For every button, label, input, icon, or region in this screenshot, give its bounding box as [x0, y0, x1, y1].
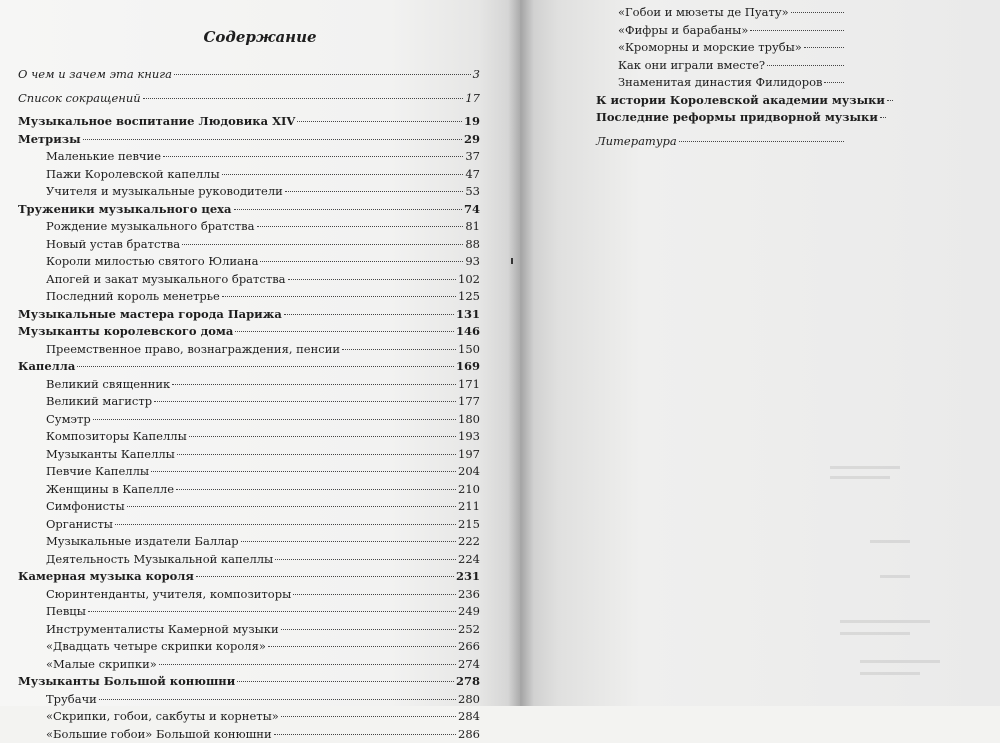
toc-entry-page: 125 — [458, 288, 480, 306]
toc-entry — [18, 481, 480, 499]
toc-entry — [596, 133, 846, 151]
toc-entry-page: 266 — [458, 638, 480, 656]
toc-entry — [18, 201, 480, 219]
show-through-mark — [870, 540, 910, 543]
toc-entry-title: Инструменталисты Камерной музыки — [46, 621, 279, 639]
toc-dot-leader — [222, 173, 464, 175]
toc-entry — [18, 113, 480, 131]
toc-dot-leader — [288, 278, 457, 280]
toc-entry — [18, 708, 480, 726]
toc-entry — [18, 253, 480, 271]
toc-entry — [18, 463, 480, 481]
toc-entry-page: 29 — [464, 131, 480, 149]
toc-entry-title: Капелла — [18, 358, 75, 376]
toc-entry-title: «Кроморны и морские трубы» — [618, 39, 802, 57]
toc-entry-title: Последние реформы придворной музыки — [596, 109, 878, 127]
toc-entry-page: 146 — [456, 323, 480, 341]
toc-entry-title: Деятельность Музыкальной капеллы — [46, 551, 273, 569]
toc-entry-page: 284 — [458, 708, 480, 726]
toc-dot-leader — [750, 29, 844, 31]
toc-entry — [596, 39, 846, 57]
toc-entry-title: Певчие Капеллы — [46, 463, 149, 481]
toc-entry-page: 280 — [458, 691, 480, 709]
toc-entry — [18, 726, 480, 743]
book-gutter — [508, 0, 534, 706]
toc-dot-leader — [234, 208, 462, 210]
toc-entry — [596, 109, 846, 127]
toc-dot-leader — [83, 138, 462, 140]
toc-entry-page: 211 — [458, 498, 480, 516]
toc-dot-leader — [241, 540, 456, 542]
toc-entry-page: 169 — [456, 358, 480, 376]
toc-dot-leader — [285, 190, 464, 192]
toc-entry-title: Музыканты королевского дома — [18, 323, 233, 341]
toc-entry-title: Учителя и музыкальные руководители — [46, 183, 283, 201]
toc-entry-page: 81 — [465, 218, 480, 236]
toc-entry — [18, 271, 480, 289]
toc-dot-leader — [77, 365, 454, 367]
toc-dot-leader — [115, 523, 456, 525]
toc-entry-title: О чем и зачем эта книга — [18, 66, 172, 84]
toc-entry-title: «Скрипки, гобои, сакбуты и корнеты» — [46, 708, 279, 726]
toc-dot-leader — [237, 680, 454, 682]
show-through-mark — [880, 575, 910, 578]
toc-entry-title: Метризы — [18, 131, 81, 149]
toc-dot-leader — [679, 140, 844, 142]
toc-entry-title: «Фифры и барабаны» — [618, 22, 748, 40]
toc-dot-leader — [235, 330, 454, 332]
toc-entry-title: К истории Королевской академии музыки — [596, 92, 885, 110]
toc-entry — [18, 533, 480, 551]
toc-entry — [18, 306, 480, 324]
toc-entry-title: Знаменитая династия Филидоров — [618, 74, 822, 92]
toc-entry — [18, 656, 480, 674]
toc-dot-leader — [159, 663, 456, 665]
toc-entry-title: «Малые скрипки» — [46, 656, 157, 674]
toc-entry-page: 231 — [456, 568, 480, 586]
toc-dot-leader — [767, 64, 844, 66]
toc-entry-title: Преемственное право, вознаграждения, пенсии — [46, 341, 340, 359]
toc-entry-title: Музыкальное воспитание Людовика XIV — [18, 113, 295, 131]
toc-dot-leader — [281, 628, 456, 630]
toc-entry — [18, 411, 480, 429]
toc-entry-title: Композиторы Капеллы — [46, 428, 187, 446]
toc-dot-leader — [281, 715, 456, 717]
toc-entry-page: 102 — [458, 271, 480, 289]
toc-dot-leader — [143, 97, 464, 99]
toc-entry-title: Список сокращений — [18, 90, 141, 108]
toc-entry-title: Литература — [596, 133, 677, 151]
toc-entry — [18, 638, 480, 656]
toc-right-list — [596, 4, 846, 150]
toc-dot-leader — [791, 11, 844, 13]
toc-entry-page: 222 — [458, 533, 480, 551]
show-through-mark — [840, 632, 910, 635]
toc-entry-page: 204 — [458, 463, 480, 481]
toc-dot-leader — [887, 99, 893, 101]
toc-entry-title: Органисты — [46, 516, 113, 534]
toc-dot-leader — [196, 575, 454, 577]
toc-entry-title: Музыканты Капеллы — [46, 446, 175, 464]
toc-dot-leader — [176, 488, 456, 490]
toc-entry — [18, 166, 480, 184]
toc-entry — [18, 516, 480, 534]
toc-entry-title: Великий священник — [46, 376, 170, 394]
toc-entry-page: 249 — [458, 603, 480, 621]
toc-entry — [596, 74, 846, 92]
show-through-mark — [860, 672, 920, 675]
toc-entry-page: 274 — [458, 656, 480, 674]
toc-dot-leader — [99, 698, 456, 700]
toc-entry-title: Музыканты Большой конюшни — [18, 673, 235, 691]
toc-dot-leader — [177, 453, 456, 455]
toc-entry — [18, 621, 480, 639]
toc-entry-page: 171 — [458, 376, 480, 394]
toc-entry-page: 93 — [465, 253, 480, 271]
toc-dot-leader — [268, 645, 456, 647]
toc-entry-title: Певцы — [46, 603, 86, 621]
toc-entry-page: 197 — [458, 446, 480, 464]
toc-entry-title: Камерная музыка короля — [18, 568, 194, 586]
toc-entry-page: 252 — [458, 621, 480, 639]
toc-entry — [18, 218, 480, 236]
toc-left-list — [18, 66, 480, 743]
toc-dot-leader — [260, 260, 463, 262]
toc-dot-leader — [172, 383, 456, 385]
toc-dot-leader — [257, 225, 464, 227]
toc-entry-page: 74 — [464, 201, 480, 219]
toc-entry — [18, 131, 480, 149]
toc-dot-leader — [880, 116, 886, 118]
toc-entry-title: Музыкальные издатели Баллар — [46, 533, 239, 551]
toc-entry-title: «Двадцать четыре скрипки короля» — [46, 638, 266, 656]
toc-dot-leader — [284, 313, 454, 315]
toc-entry — [596, 22, 846, 40]
toc-entry-title: Пажи Королевской капеллы — [46, 166, 220, 184]
toc-entry — [18, 66, 480, 84]
toc-entry — [596, 57, 846, 75]
toc-entry-page: 150 — [458, 341, 480, 359]
toc-entry-page: 17 — [465, 90, 480, 108]
toc-entry-page: 47 — [465, 166, 480, 184]
toc-entry-title: Женщины в Капелле — [46, 481, 174, 499]
toc-entry-page: 224 — [458, 551, 480, 569]
toc-entry-page: 53 — [465, 183, 480, 201]
toc-entry-page: 3 — [473, 66, 480, 84]
page-title: Содержание — [200, 28, 320, 46]
toc-entry — [18, 148, 480, 166]
toc-dot-leader — [274, 733, 456, 735]
toc-entry-page: 278 — [456, 673, 480, 691]
toc-entry — [18, 568, 480, 586]
toc-entry-title: Сюринтенданты, учителя, композиторы — [46, 586, 291, 604]
toc-entry-page: 37 — [465, 148, 480, 166]
toc-entry-page: 210 — [458, 481, 480, 499]
toc-entry-title: Трубачи — [46, 691, 97, 709]
toc-entry-title: Маленькие певчие — [46, 148, 161, 166]
toc-entry-title: «Большие гобои» Большой конюшни — [46, 726, 272, 743]
toc-entry — [18, 673, 480, 691]
toc-entry-title: «Гобои и мюзеты де Пуату» — [618, 4, 789, 22]
toc-dot-leader — [182, 243, 463, 245]
toc-entry — [18, 183, 480, 201]
toc-entry-page: 193 — [458, 428, 480, 446]
toc-entry-title: Как они играли вместе? — [618, 57, 765, 75]
toc-entry — [18, 428, 480, 446]
toc-entry-page: 88 — [465, 236, 480, 254]
show-through-mark — [830, 466, 900, 469]
show-through-mark — [840, 620, 930, 623]
page-speck — [511, 258, 513, 264]
toc-dot-leader — [151, 470, 456, 472]
toc-entry — [18, 691, 480, 709]
toc-entry-title: Рождение музыкального братства — [46, 218, 255, 236]
toc-entry — [18, 446, 480, 464]
toc-entry — [596, 4, 846, 22]
toc-entry — [18, 288, 480, 306]
toc-entry — [18, 358, 480, 376]
toc-entry — [18, 90, 480, 108]
toc-entry-page: 215 — [458, 516, 480, 534]
toc-entry-title: Сумэтр — [46, 411, 91, 429]
show-through-mark — [830, 476, 890, 479]
toc-entry — [18, 341, 480, 359]
toc-entry-page: 180 — [458, 411, 480, 429]
toc-dot-leader — [824, 81, 844, 83]
toc-entry-page: 131 — [456, 306, 480, 324]
toc-dot-leader — [127, 505, 456, 507]
show-through-mark — [860, 660, 940, 663]
toc-entry-page: 19 — [464, 113, 480, 131]
toc-entry-title: Симфонисты — [46, 498, 125, 516]
toc-dot-leader — [88, 610, 456, 612]
toc-entry-title: Апогей и закат музыкального братства — [46, 271, 286, 289]
toc-entry — [18, 323, 480, 341]
toc-dot-leader — [189, 435, 456, 437]
toc-dot-leader — [804, 46, 844, 48]
toc-entry-page: 177 — [458, 393, 480, 411]
toc-dot-leader — [163, 155, 463, 157]
toc-entry-title: Великий магистр — [46, 393, 152, 411]
toc-dot-leader — [154, 400, 456, 402]
toc-entry — [18, 498, 480, 516]
toc-dot-leader — [174, 73, 471, 75]
toc-entry-title: Труженики музыкального цеха — [18, 201, 232, 219]
toc-entry — [18, 393, 480, 411]
toc-dot-leader — [293, 593, 456, 595]
toc-entry — [18, 376, 480, 394]
toc-dot-leader — [93, 418, 456, 420]
toc-entry-title: Последний король менетрье — [46, 288, 220, 306]
toc-entry — [18, 586, 480, 604]
toc-dot-leader — [297, 120, 462, 122]
toc-entry — [596, 92, 846, 110]
toc-entry-page: 236 — [458, 586, 480, 604]
toc-entry — [18, 236, 480, 254]
toc-dot-leader — [222, 295, 456, 297]
toc-dot-leader — [275, 558, 456, 560]
toc-dot-leader — [342, 348, 456, 350]
toc-entry-title: Короли милостью святого Юлиана — [46, 253, 258, 271]
toc-entry-title: Новый устав братства — [46, 236, 180, 254]
toc-entry — [18, 603, 480, 621]
toc-entry-title: Музыкальные мастера города Парижа — [18, 306, 282, 324]
toc-entry — [18, 551, 480, 569]
toc-entry-page: 286 — [458, 726, 480, 743]
